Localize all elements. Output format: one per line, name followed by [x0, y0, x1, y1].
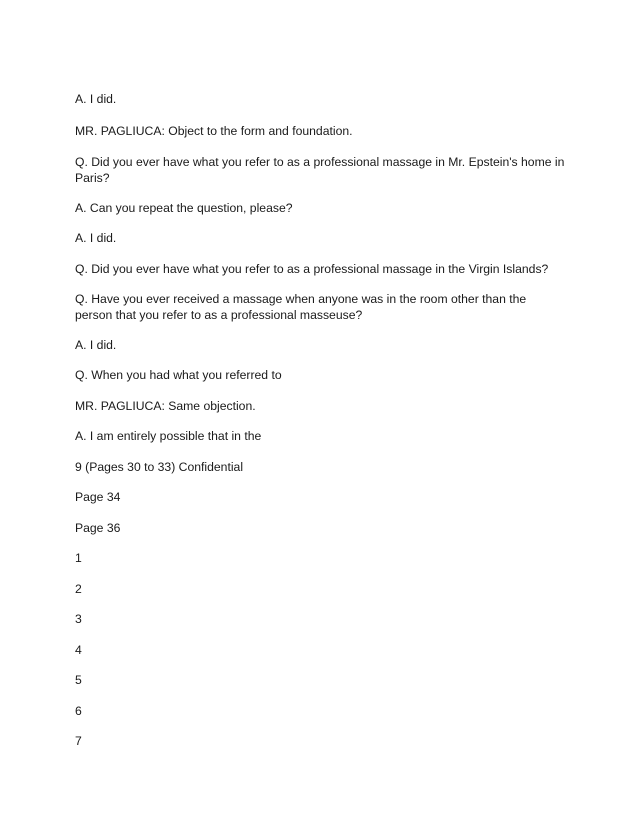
paragraph-objection: MR. PAGLIUCA: Object to the form and foundation.	[75, 124, 353, 138]
line-number: 1	[75, 551, 82, 565]
paragraph-answer: A. Can you repeat the question, please?	[75, 201, 293, 215]
paragraph-question: Q. Have you ever received a massage when anyone was in the room other than the person that you refer to as a professional masseuse?	[75, 292, 527, 322]
paragraph-question: Q. Did you ever have what you refer to as a professional massage in Mr. Epstein's home in Paris?	[75, 155, 565, 185]
page-number-label: Page 36	[75, 521, 121, 535]
paragraph-answer: A. I did.	[75, 92, 117, 106]
page-footer-label: 9 (Pages 30 to 33) Confidential	[75, 460, 244, 474]
paragraph-answer: A. I am entirely possible that in the	[75, 429, 262, 443]
paragraph-objection: MR. PAGLIUCA: Same objection.	[75, 399, 256, 413]
line-number: 4	[75, 643, 82, 657]
page-number-label: Page 34	[75, 490, 121, 504]
paragraph-answer: A. I did.	[75, 231, 117, 245]
line-number: 3	[75, 612, 82, 626]
line-number: 6	[75, 704, 82, 718]
paragraph-question: Q. Did you ever have what you refer to as a professional massage in the Virgin Islands?	[75, 262, 549, 276]
line-number: 7	[75, 734, 82, 748]
line-number: 5	[75, 673, 82, 687]
paragraph-question: Q. When you had what you referred to	[75, 368, 282, 382]
line-number: 2	[75, 582, 82, 596]
paragraph-answer: A. I did.	[75, 338, 117, 352]
